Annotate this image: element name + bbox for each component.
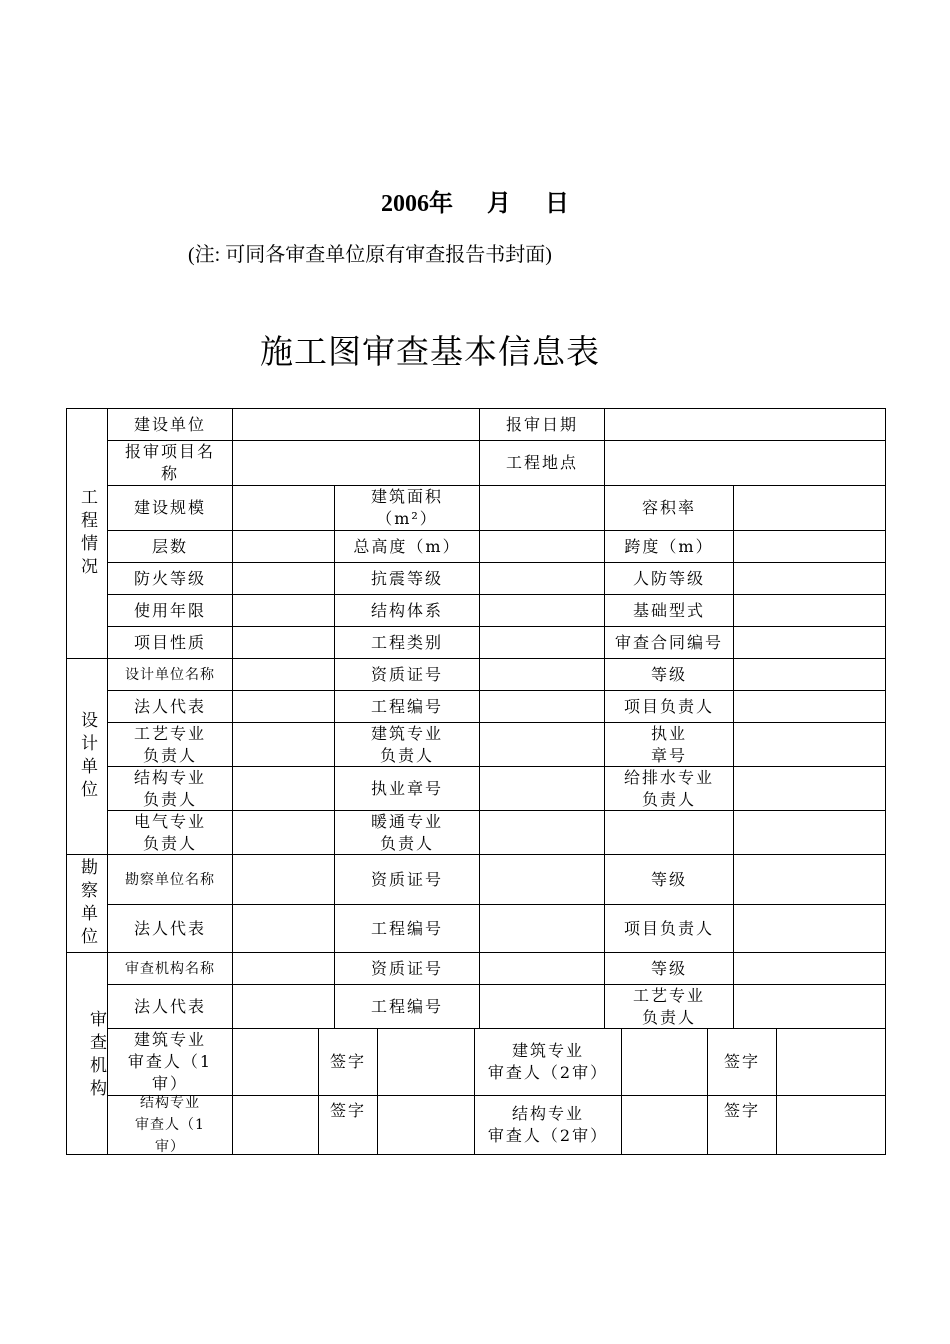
value-survey-legal-rep[interactable] [233, 905, 335, 953]
label-structure-system: 结构体系 [335, 595, 480, 627]
value-review-legal-rep[interactable] [233, 985, 335, 1029]
label-plumbing-lead: 给排水专业 负责人 [605, 767, 734, 811]
label-design-unit-name: 设计单位名称 [108, 659, 233, 691]
value-arch-lead[interactable] [480, 723, 605, 767]
label-practice-seal: 执业 章号 [605, 723, 734, 767]
label-civil-defense-grade: 人防等级 [605, 563, 734, 595]
label-arch-reviewer-1: 建筑专业 审查人（1 审） [108, 1029, 233, 1096]
empty-cell [605, 811, 734, 855]
date-day: 日 [545, 191, 569, 217]
label-design-qualification: 资质证号 [335, 659, 480, 691]
label-total-height: 总高度（m） [335, 531, 480, 563]
section-engineering: 工程情况 [67, 409, 108, 659]
value-contract-no[interactable] [734, 627, 886, 659]
label-review-qualification: 资质证号 [335, 953, 480, 985]
value-survey-grade[interactable] [734, 855, 886, 905]
value-struct-reviewer-1[interactable] [233, 1096, 319, 1155]
section-design: 设计单位 [67, 659, 108, 855]
label-seismic-grade: 抗震等级 [335, 563, 480, 595]
value-struct-signature-1[interactable] [378, 1096, 475, 1155]
value-design-legal-rep[interactable] [233, 691, 335, 723]
value-project-name[interactable] [233, 441, 480, 486]
label-plot-ratio: 容积率 [605, 486, 734, 531]
label-process-lead: 工艺专业 负责人 [108, 723, 233, 767]
value-scale[interactable] [233, 486, 335, 531]
label-survey-grade: 等级 [605, 855, 734, 905]
label-struct-signature-1: 签字 [319, 1096, 378, 1155]
label-struct-signature-2: 签字 [708, 1096, 777, 1155]
value-total-height[interactable] [480, 531, 605, 563]
value-submit-date[interactable] [605, 409, 886, 441]
date-year: 2006年 [381, 191, 453, 217]
label-scale: 建设规模 [108, 486, 233, 531]
value-survey-project-lead[interactable] [734, 905, 886, 953]
value-design-unit-name[interactable] [233, 659, 335, 691]
value-arch-signature-1[interactable] [378, 1029, 475, 1096]
label-hvac-lead: 暖通专业 负责人 [335, 811, 480, 855]
label-survey-unit-name: 勘察单位名称 [108, 855, 233, 905]
label-survey-project-lead: 项目负责人 [605, 905, 734, 953]
label-project-nature: 项目性质 [108, 627, 233, 659]
label-contract-no: 审查合同编号 [605, 627, 734, 659]
value-civil-defense-grade[interactable] [734, 563, 886, 595]
label-design-legal-rep: 法人代表 [108, 691, 233, 723]
label-review-legal-rep: 法人代表 [108, 985, 233, 1029]
value-review-org-name[interactable] [233, 953, 335, 985]
label-survey-legal-rep: 法人代表 [108, 905, 233, 953]
value-floors[interactable] [233, 531, 335, 563]
value-arch-reviewer-2[interactable] [622, 1029, 708, 1096]
label-review-grade: 等级 [605, 953, 734, 985]
empty-cell [734, 811, 886, 855]
label-project-category: 工程类别 [335, 627, 480, 659]
value-survey-qualification[interactable] [480, 855, 605, 905]
label-review-process-lead: 工艺专业 负责人 [605, 985, 734, 1029]
value-review-grade[interactable] [734, 953, 886, 985]
value-location[interactable] [605, 441, 886, 486]
value-design-project-lead[interactable] [734, 691, 886, 723]
value-structure-system[interactable] [480, 595, 605, 627]
label-floors: 层数 [108, 531, 233, 563]
label-review-project-no: 工程编号 [335, 985, 480, 1029]
label-review-org-name: 审查机构名称 [108, 953, 233, 985]
label-struct-lead: 结构专业 负责人 [108, 767, 233, 811]
value-foundation-type[interactable] [734, 595, 886, 627]
value-review-project-no[interactable] [480, 985, 605, 1029]
label-build-unit: 建设单位 [108, 409, 233, 441]
value-arch-reviewer-1[interactable] [233, 1029, 319, 1096]
value-design-grade[interactable] [734, 659, 886, 691]
label-submit-date: 报审日期 [480, 409, 605, 441]
value-design-project-no[interactable] [480, 691, 605, 723]
info-table [66, 408, 886, 1155]
label-design-grade: 等级 [605, 659, 734, 691]
value-hvac-lead[interactable] [480, 811, 605, 855]
label-floor-area: 建筑面积 （m²） [335, 486, 480, 531]
value-struct-reviewer-2[interactable] [622, 1096, 708, 1155]
value-review-qualification[interactable] [480, 953, 605, 985]
label-foundation-type: 基础型式 [605, 595, 734, 627]
value-plot-ratio[interactable] [734, 486, 886, 531]
value-project-nature[interactable] [233, 627, 335, 659]
value-process-lead[interactable] [233, 723, 335, 767]
value-span[interactable] [734, 531, 886, 563]
value-struct-lead[interactable] [233, 767, 335, 811]
label-span: 跨度（m） [605, 531, 734, 563]
report-date [0, 183, 950, 218]
label-design-project-no: 工程编号 [335, 691, 480, 723]
value-struct-signature-2[interactable] [777, 1096, 886, 1155]
cover-note: (注: 可同各审查单位原有审查报告书封面) [188, 244, 552, 266]
value-electrical-lead[interactable] [233, 811, 335, 855]
section-survey: 勘察单位 [67, 855, 108, 953]
value-practice-seal[interactable] [734, 723, 886, 767]
label-arch-reviewer-2: 建筑专业 审查人（2审） [475, 1029, 622, 1096]
label-service-life: 使用年限 [108, 595, 233, 627]
date-month: 月 [487, 191, 511, 217]
label-arch-lead: 建筑专业 负责人 [335, 723, 480, 767]
value-survey-project-no[interactable] [480, 905, 605, 953]
label-design-project-lead: 项目负责人 [605, 691, 734, 723]
value-arch-signature-2[interactable] [777, 1029, 886, 1096]
section-review: 审查机构 [67, 953, 108, 1155]
label-survey-qualification: 资质证号 [335, 855, 480, 905]
label-project-name: 报审项目名 称 [108, 441, 233, 486]
value-practice-seal-no[interactable] [480, 767, 605, 811]
value-design-qualification[interactable] [480, 659, 605, 691]
value-project-category[interactable] [480, 627, 605, 659]
label-practice-seal-no: 执业章号 [335, 767, 480, 811]
form-title: 施工图审查基本信息表 [260, 332, 600, 371]
label-arch-signature-2: 签字 [708, 1029, 777, 1096]
value-service-life[interactable] [233, 595, 335, 627]
value-floor-area[interactable] [480, 486, 605, 531]
label-survey-project-no: 工程编号 [335, 905, 480, 953]
label-fire-grade: 防火等级 [108, 563, 233, 595]
value-seismic-grade[interactable] [480, 563, 605, 595]
label-arch-signature-1: 签字 [319, 1029, 378, 1096]
value-plumbing-lead[interactable] [734, 767, 886, 811]
value-review-process-lead[interactable] [734, 985, 886, 1029]
label-location: 工程地点 [480, 441, 605, 486]
value-survey-unit-name[interactable] [233, 855, 335, 905]
label-struct-reviewer-1: 结构专业 审查人（1 审） [108, 1096, 233, 1155]
label-electrical-lead: 电气专业 负责人 [108, 811, 233, 855]
label-struct-reviewer-2: 结构专业 审查人（2审） [475, 1096, 622, 1155]
value-build-unit[interactable] [233, 409, 480, 441]
value-fire-grade[interactable] [233, 563, 335, 595]
